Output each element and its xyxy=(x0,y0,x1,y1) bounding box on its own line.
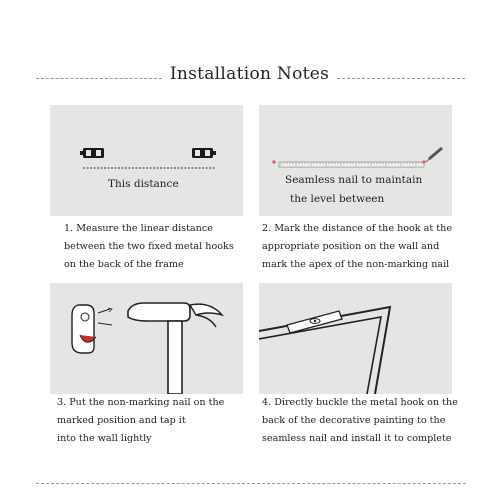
wall-hook-icon xyxy=(72,305,112,353)
hammer-icon xyxy=(128,303,222,394)
page-title: Installation Notes xyxy=(169,64,330,84)
step-2-illustration xyxy=(259,105,452,216)
step-3-caption xyxy=(57,394,224,448)
step-3-illustration xyxy=(50,283,243,394)
caption-line: into the wall lightly xyxy=(57,433,152,444)
header-divider-right xyxy=(337,78,465,79)
caption-line: mark the apex of the non-marking nail xyxy=(262,259,450,270)
caption-line: marked position and tap it xyxy=(57,415,186,426)
caption-line: 2. Mark the distance of the hook at the xyxy=(262,223,453,234)
pencil-icon xyxy=(426,148,442,162)
caption-line: back of the decorative painting to the xyxy=(262,415,446,426)
footer-divider xyxy=(36,483,466,484)
step-4-illustration xyxy=(259,283,452,394)
caption-line: 4. Directly buckle the metal hook on the xyxy=(262,397,458,408)
level-label-line: the level between xyxy=(290,193,385,205)
caption-line: on the back of the frame xyxy=(64,259,184,270)
caption-line: between the two fixed metal hooks xyxy=(64,241,234,252)
caption-line: 3. Put the non-marking nail on the xyxy=(57,397,225,408)
level-label-line: Seamless nail to maintain xyxy=(285,174,423,186)
level-label xyxy=(285,171,422,209)
metal-hook-icon xyxy=(80,148,104,158)
header xyxy=(0,60,500,96)
ruler-icon xyxy=(279,162,424,167)
caption-line: 1. Measure the linear distance xyxy=(64,223,213,234)
step-4-caption xyxy=(262,394,458,448)
step-1-caption xyxy=(64,220,234,274)
metal-hook-icon xyxy=(192,148,216,158)
distance-label: This distance xyxy=(108,178,179,190)
header-divider-left xyxy=(36,78,162,79)
step-1-illustration xyxy=(50,105,243,216)
caption-line: appropriate position on the wall and xyxy=(262,241,440,252)
step-2-caption xyxy=(262,220,452,274)
caption-line: seamless nail and install it to complete xyxy=(262,433,452,444)
